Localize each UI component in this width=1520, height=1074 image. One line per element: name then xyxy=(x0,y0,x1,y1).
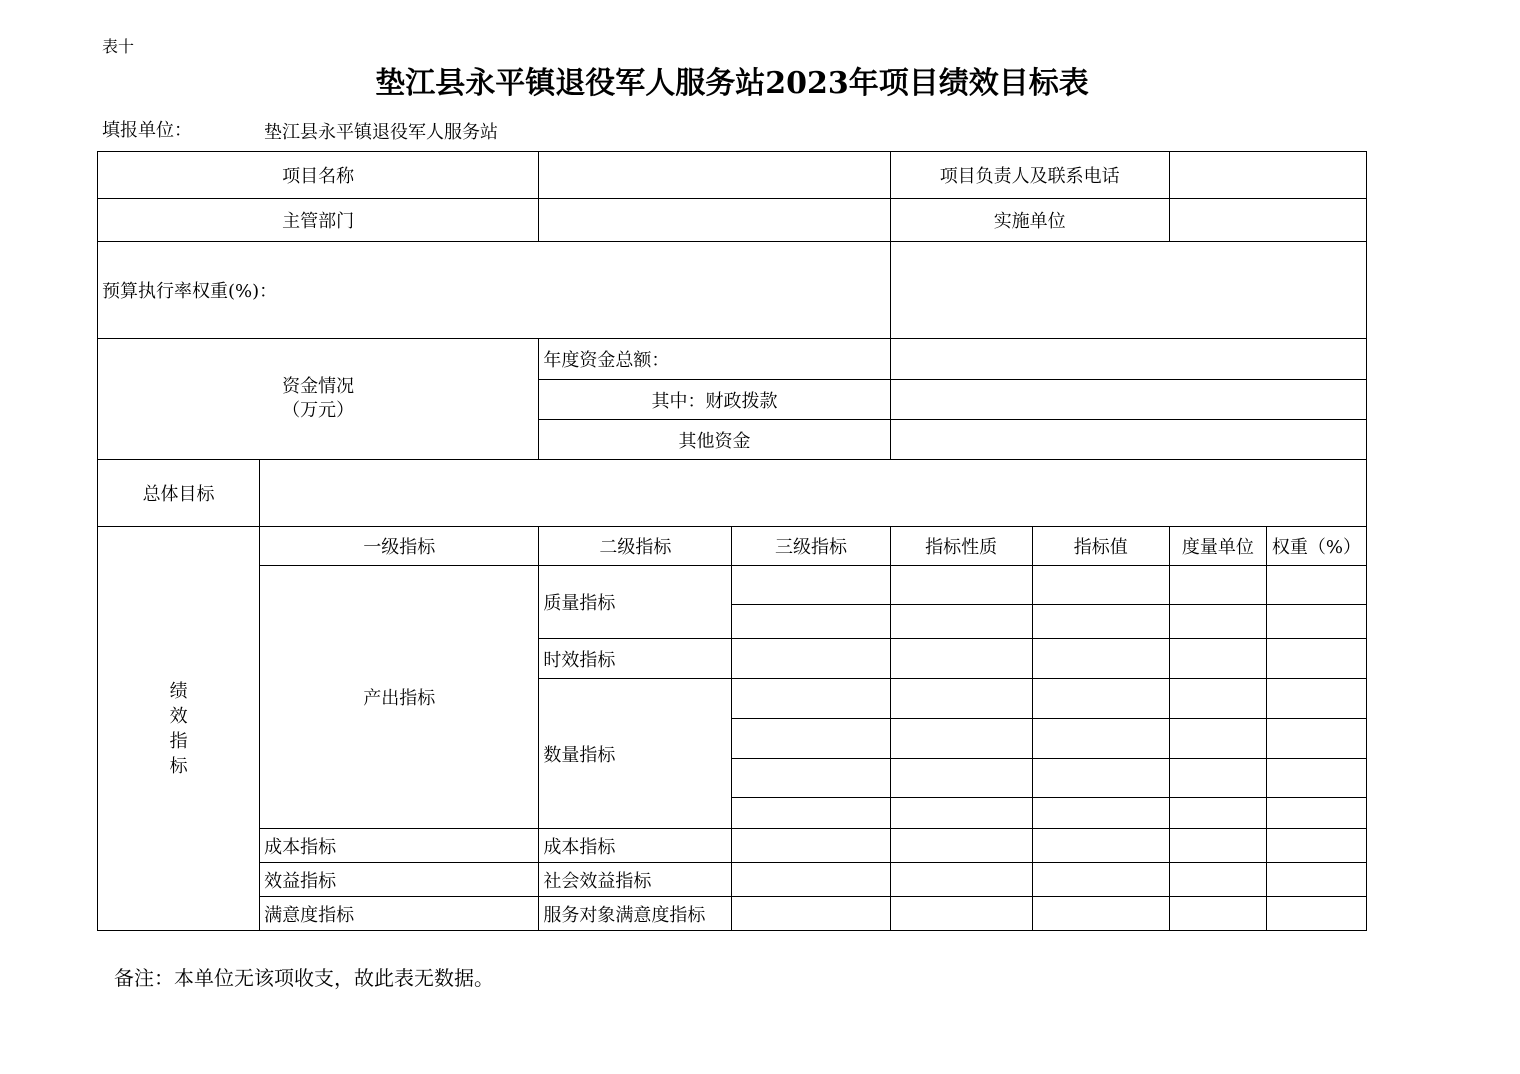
performance-goal-table xyxy=(97,151,1367,931)
table-cell xyxy=(1169,679,1266,719)
cost-indicator-level2: 成本指标 xyxy=(539,829,732,863)
output-indicator-label: 产出指标 xyxy=(260,566,539,829)
table-cell xyxy=(890,605,1032,639)
table-cell xyxy=(890,897,1032,931)
project-leader-phone-label: 项目负责人及联系电话 xyxy=(890,152,1169,199)
table-row xyxy=(98,199,1367,242)
other-funds-cell xyxy=(890,420,1366,460)
table-cell xyxy=(1266,566,1366,605)
table-cell xyxy=(732,679,890,719)
performance-label-char: 效 xyxy=(169,705,188,727)
table-row xyxy=(98,460,1367,527)
fiscal-allocation-cell xyxy=(890,380,1366,420)
table-row xyxy=(98,566,1367,605)
annual-total-cell xyxy=(890,339,1366,380)
header-nature: 指标性质 xyxy=(890,527,1032,566)
table-cell xyxy=(1169,719,1266,759)
timeliness-indicator-label: 时效指标 xyxy=(539,639,732,679)
table-cell xyxy=(732,897,890,931)
table-cell xyxy=(1169,605,1266,639)
table-cell xyxy=(732,829,890,863)
table-cell xyxy=(732,639,890,679)
table-cell xyxy=(1169,639,1266,679)
table-cell xyxy=(732,719,890,759)
header-level1: 一级指标 xyxy=(260,527,539,566)
table-cell xyxy=(1032,566,1169,605)
table-row xyxy=(98,863,1367,897)
department-cell xyxy=(539,199,890,242)
department-label: 主管部门 xyxy=(98,199,539,242)
table-cell xyxy=(1032,639,1169,679)
quality-indicator-label: 质量指标 xyxy=(539,566,732,639)
header-unit: 度量单位 xyxy=(1169,527,1266,566)
table-row xyxy=(98,242,1367,339)
filling-unit-value: 垫江县永平镇退役军人服务站 xyxy=(264,122,498,143)
benefit-indicator-level2: 社会效益指标 xyxy=(539,863,732,897)
table-cell xyxy=(1266,897,1366,931)
cost-indicator-level1: 成本指标 xyxy=(260,829,539,863)
table-cell xyxy=(890,719,1032,759)
table-cell xyxy=(1169,798,1266,829)
header-weight: 权重（%） xyxy=(1266,527,1366,566)
table-cell xyxy=(1266,863,1366,897)
table-cell xyxy=(890,759,1032,798)
header-value: 指标值 xyxy=(1032,527,1169,566)
funds-label xyxy=(98,339,539,460)
table-cell xyxy=(1032,605,1169,639)
table-cell xyxy=(1032,679,1169,719)
table-cell xyxy=(1032,897,1169,931)
table-cell xyxy=(1032,759,1169,798)
table-cell xyxy=(890,798,1032,829)
table-cell xyxy=(1266,719,1366,759)
table-header-row xyxy=(98,527,1367,566)
other-funds-label: 其他资金 xyxy=(539,420,890,460)
table-cell xyxy=(732,863,890,897)
table-cell xyxy=(1169,897,1266,931)
table-cell xyxy=(1032,829,1169,863)
implementing-unit-label: 实施单位 xyxy=(890,199,1169,242)
table-cell xyxy=(1266,605,1366,639)
table-cell xyxy=(890,863,1032,897)
table-cell xyxy=(1266,798,1366,829)
table-cell xyxy=(1169,759,1266,798)
budget-rate-weight-cell xyxy=(890,242,1366,339)
table-cell xyxy=(890,829,1032,863)
table-cell xyxy=(1032,719,1169,759)
table-row xyxy=(98,897,1367,931)
table-cell xyxy=(1266,759,1366,798)
implementing-unit-cell xyxy=(1169,199,1366,242)
annual-total-label: 年度资金总额： xyxy=(539,339,890,380)
performance-label-char: 标 xyxy=(169,755,188,777)
benefit-indicator-level1: 效益指标 xyxy=(260,863,539,897)
table-cell xyxy=(890,679,1032,719)
table-row xyxy=(98,829,1367,863)
satisfaction-indicator-level2: 服务对象满意度指标 xyxy=(539,897,732,931)
table-cell xyxy=(1266,639,1366,679)
fiscal-allocation-label: 其中：财政拨款 xyxy=(539,380,890,420)
table-cell xyxy=(1266,829,1366,863)
header-level3: 三级指标 xyxy=(732,527,890,566)
table-row xyxy=(98,152,1367,199)
table-row xyxy=(98,339,1367,380)
project-name-label: 项目名称 xyxy=(98,152,539,199)
table-cell xyxy=(1169,566,1266,605)
project-leader-phone-cell xyxy=(1169,152,1366,199)
table-cell xyxy=(732,759,890,798)
overall-goal-label: 总体目标 xyxy=(98,460,260,527)
funds-label-line2: （万元） xyxy=(282,400,355,421)
quantity-indicator-label: 数量指标 xyxy=(539,679,732,829)
header-level2: 二级指标 xyxy=(539,527,732,566)
table-cell xyxy=(1032,863,1169,897)
remark-note: 备注：本单位无该项收支，故此表无数据。 xyxy=(114,966,494,990)
budget-rate-weight-label: 预算执行率权重(%)： xyxy=(98,242,891,339)
table-cell xyxy=(732,605,890,639)
page-title: 垫江县永平镇退役军人服务站2023年项目绩效目标表 xyxy=(375,66,1089,101)
table-cell xyxy=(890,639,1032,679)
overall-goal-cell xyxy=(260,460,1367,527)
performance-label-char: 绩 xyxy=(169,680,188,702)
performance-indicators-label xyxy=(98,527,260,931)
table-cell xyxy=(1169,863,1266,897)
table-cell xyxy=(732,566,890,605)
table-cell xyxy=(732,798,890,829)
table-cell xyxy=(1266,679,1366,719)
table-number-label: 表十 xyxy=(102,37,135,56)
project-name-cell xyxy=(539,152,890,199)
satisfaction-indicator-level1: 满意度指标 xyxy=(260,897,539,931)
funds-label-line1: 资金情况 xyxy=(282,376,355,397)
table-cell xyxy=(890,566,1032,605)
table-cell xyxy=(1169,829,1266,863)
table-cell xyxy=(1032,798,1169,829)
performance-label-char: 指 xyxy=(169,730,188,752)
filling-unit-label: 填报单位： xyxy=(102,120,192,141)
